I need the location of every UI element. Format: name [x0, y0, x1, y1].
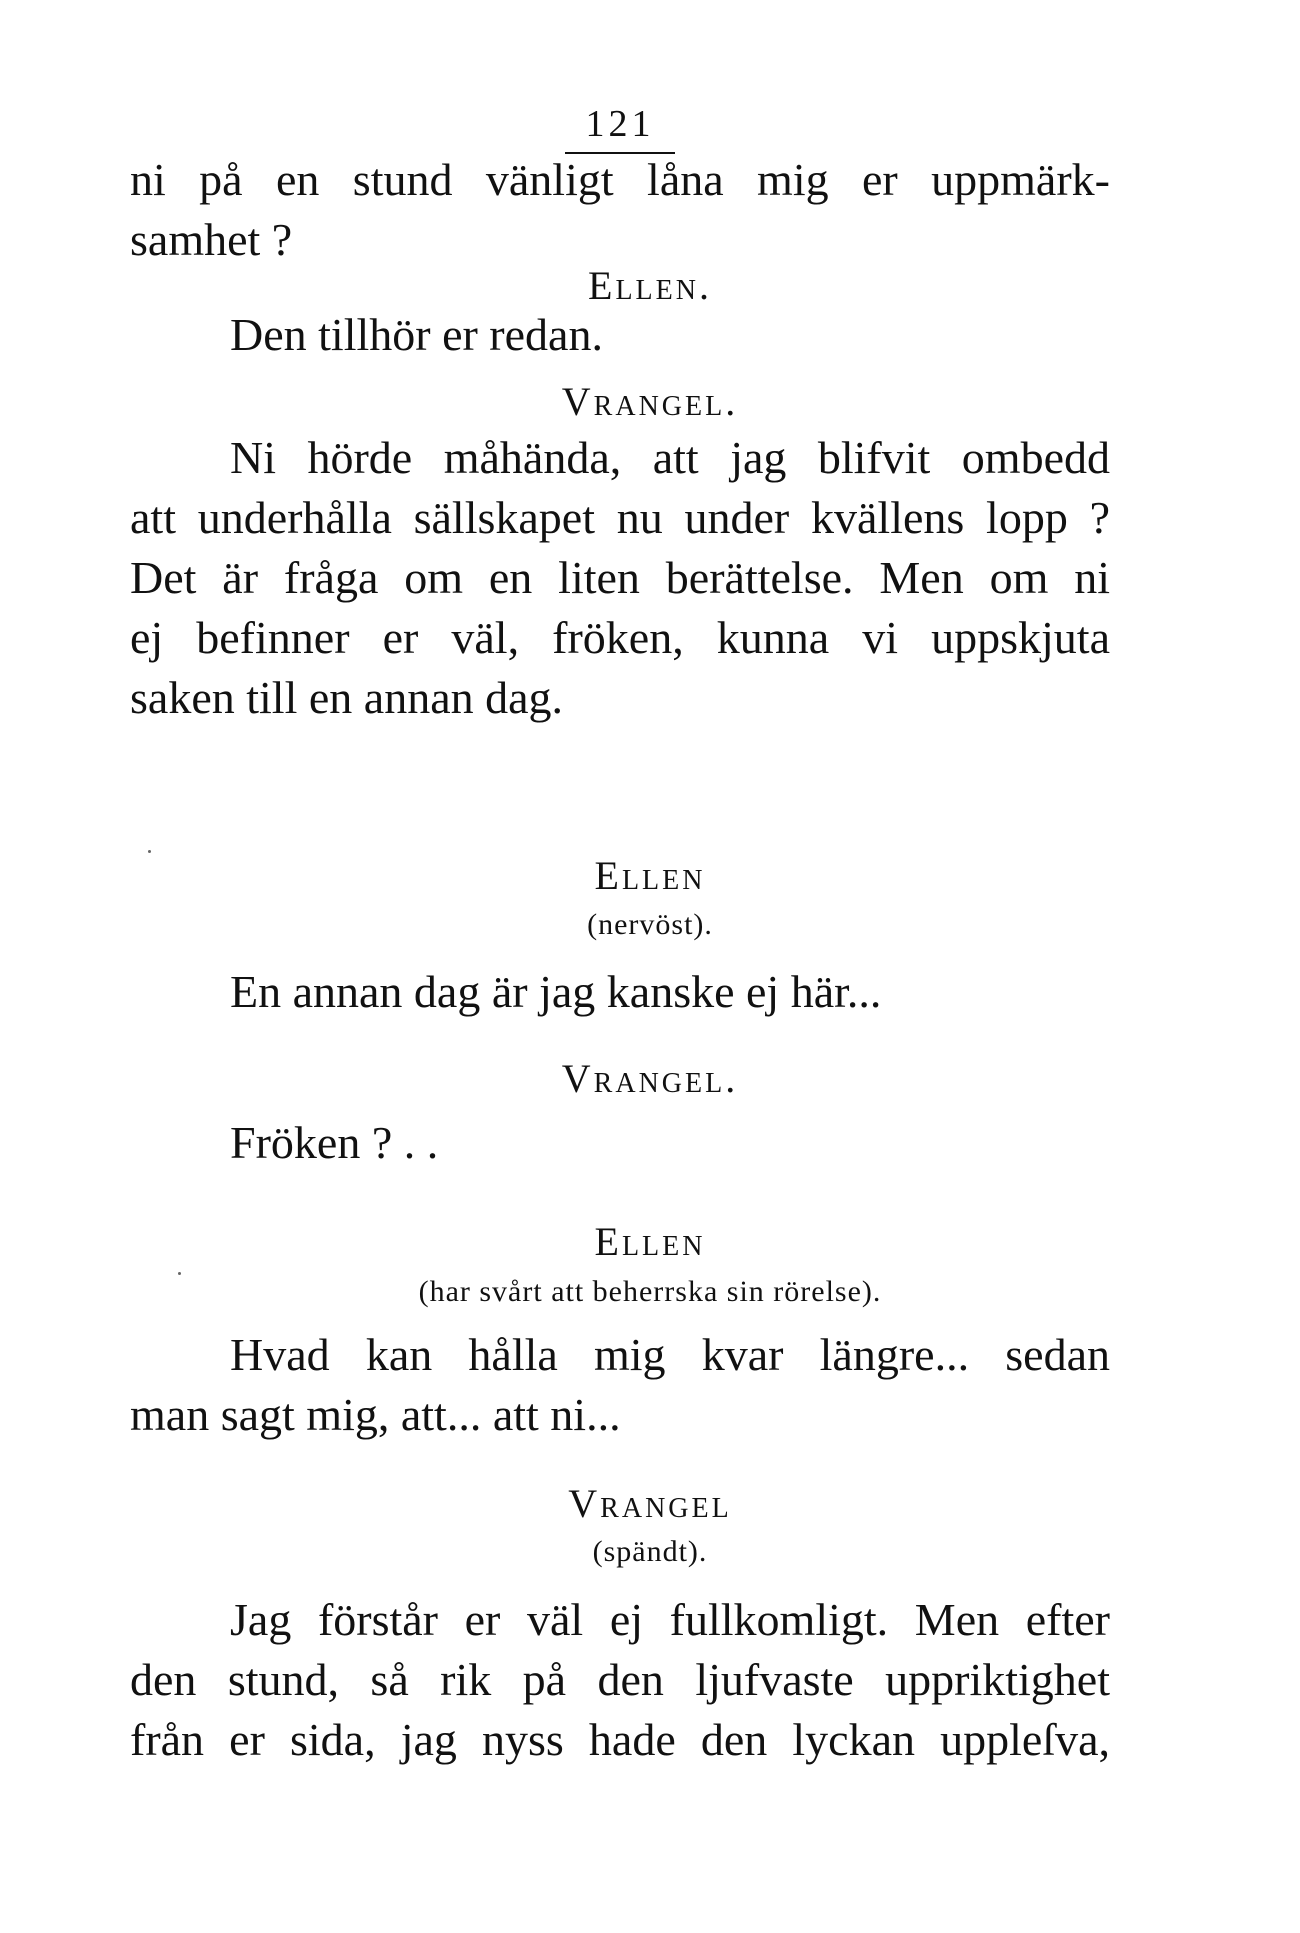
paragraph-line: samhet ? [130, 214, 293, 265]
paragraph-6 [130, 1325, 1110, 1445]
paragraph-line: den stund, så rik på den ljufvaste uppriktighet [130, 1654, 1110, 1705]
stage-direction: (nervöst). [587, 908, 713, 941]
paragraph-line: Jag förstår er väl ej fullkomligt. Men efter [230, 1594, 1110, 1645]
speaker-name: Ellen [594, 1219, 706, 1264]
paragraph-line: ni på en stund vänligt låna mig er uppmärk- [130, 154, 1110, 205]
paragraph-line: saken till en annan dag. [130, 672, 564, 723]
paragraph-line: ej befinner er väl, fröken, kunna vi uppskjuta [130, 612, 1110, 663]
paragraph-7 [130, 1590, 1110, 1770]
stage-direction: (har svårt att beherrska sin rörelse). [418, 1275, 882, 1308]
speaker-name: Vrangel. [561, 1056, 739, 1101]
speaker-name: Ellen [594, 853, 706, 898]
speaker-name: Vrangel. [561, 379, 739, 424]
paragraph-line: man sagt mig, att... att ni... [130, 1389, 621, 1440]
speaker-name: Vrangel [568, 1481, 732, 1526]
paragraph-1 [130, 150, 1110, 270]
paragraph-3 [130, 428, 1110, 728]
dialogue-line: Den tillhör er redan. [230, 309, 603, 360]
paragraph-line: Det är fråga om en liten berättelse. Men om ni [130, 552, 1110, 603]
paragraph-line: Hvad kan hålla mig kvar längre... sedan [230, 1329, 1110, 1380]
dialogue-line: Fröken ? . . [230, 1117, 439, 1168]
stage-direction: (spändt). [592, 1535, 708, 1568]
dialogue-line: En annan dag är jag kanske ej här... [230, 966, 882, 1017]
paragraph-line: att underhålla sällskapet nu under kvällens lopp ? [130, 492, 1110, 543]
paragraph-line: från er sida, jag nyss hade den lyckan uppleſva, [130, 1714, 1110, 1765]
paragraph-line: Ni hörde måhända, att jag blifvit ombedd [230, 432, 1110, 483]
page-number: 121 [585, 103, 655, 145]
speaker-name: Ellen. [588, 263, 712, 308]
